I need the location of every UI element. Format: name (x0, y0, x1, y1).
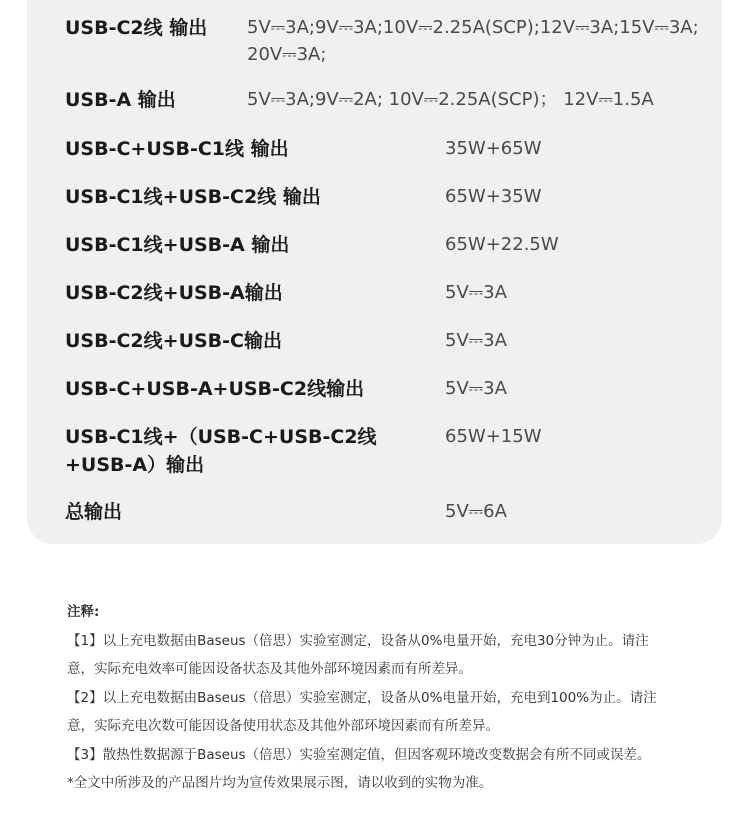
spec-value-line: 5V⎓3A (445, 330, 507, 351)
spec-label: USB-C2线+USB-C输出 (65, 330, 282, 352)
note-line: 【1】以上充电数据由Baseus（倍思）实验室测定，设备从0%电量开始，充电30分钟为止。请注 (67, 632, 649, 649)
spec-value (445, 279, 507, 306)
spec-label: USB-C2线 输出 (65, 17, 208, 39)
spec-value (247, 86, 654, 113)
note-line: 【2】以上充电数据由Baseus（倍思）实验室测定，设备从0%电量开始，充电到100%为止。请注 (67, 689, 657, 706)
spec-value-line: 35W+65W (445, 138, 542, 159)
spec-label (65, 423, 377, 479)
notes-title: 注释: (67, 604, 100, 620)
spec-label: 总输出 (65, 501, 123, 523)
spec-label-line: USB-C1线+（USB-C+USB-C2线 (65, 426, 377, 448)
spec-value-line: 65W+35W (445, 186, 542, 207)
spec-label: USB-C2线+USB-A输出 (65, 282, 283, 304)
spec-value (445, 231, 559, 258)
spec-label-line: +USB-A）输出 (65, 454, 205, 476)
notes-section (67, 598, 687, 798)
spec-value (247, 14, 699, 68)
spec-value-line: 5V⎓3A;9V⎓3A;10V⎓2.25A(SCP);12V⎓3A;15V⎓3A; (247, 17, 699, 38)
spec-label: USB-C+USB-C1线 输出 (65, 138, 289, 160)
spec-value (445, 135, 542, 162)
spec-label: USB-A 输出 (65, 89, 176, 111)
spec-value-line: 5V⎓6A (445, 501, 507, 522)
note-line: 意，实际充电效率可能因设备状态及其他外部环境因素而有所差异。 (67, 661, 472, 677)
note-line: 【3】散热性数据源于Baseus（倍思）实验室测定值，但因客观环境改变数据会有所不同或误差。 (67, 746, 651, 763)
note-line: 意，实际充电次数可能因设备使用状态及其他外部环境因素而有所差异。 (67, 718, 499, 734)
spec-value-line: 65W+22.5W (445, 234, 559, 255)
spec-value-line: 20V⎓3A; (247, 44, 327, 65)
spec-value (445, 423, 542, 450)
spec-value-line: 65W+15W (445, 426, 542, 447)
spec-value (445, 498, 507, 525)
spec-label: USB-C+USB-A+USB-C2线输出 (65, 378, 365, 400)
spec-value-line: 5V⎓3A (445, 378, 507, 399)
spec-label: USB-C1线+USB-A 输出 (65, 234, 290, 256)
spec-value-line: 5V⎓3A (445, 282, 507, 303)
note-line: *全文中所涉及的产品图片均为宣传效果展示图，请以收到的实物为准。 (67, 775, 493, 791)
spec-value (445, 183, 542, 210)
spec-value (445, 327, 507, 354)
spec-value (445, 375, 507, 402)
spec-value-line: 5V⎓3A;9V⎓2A; 10V⎓2.25A(SCP)； 12V⎓1.5A (247, 89, 654, 110)
spec-label: USB-C1线+USB-C2线 输出 (65, 186, 321, 208)
